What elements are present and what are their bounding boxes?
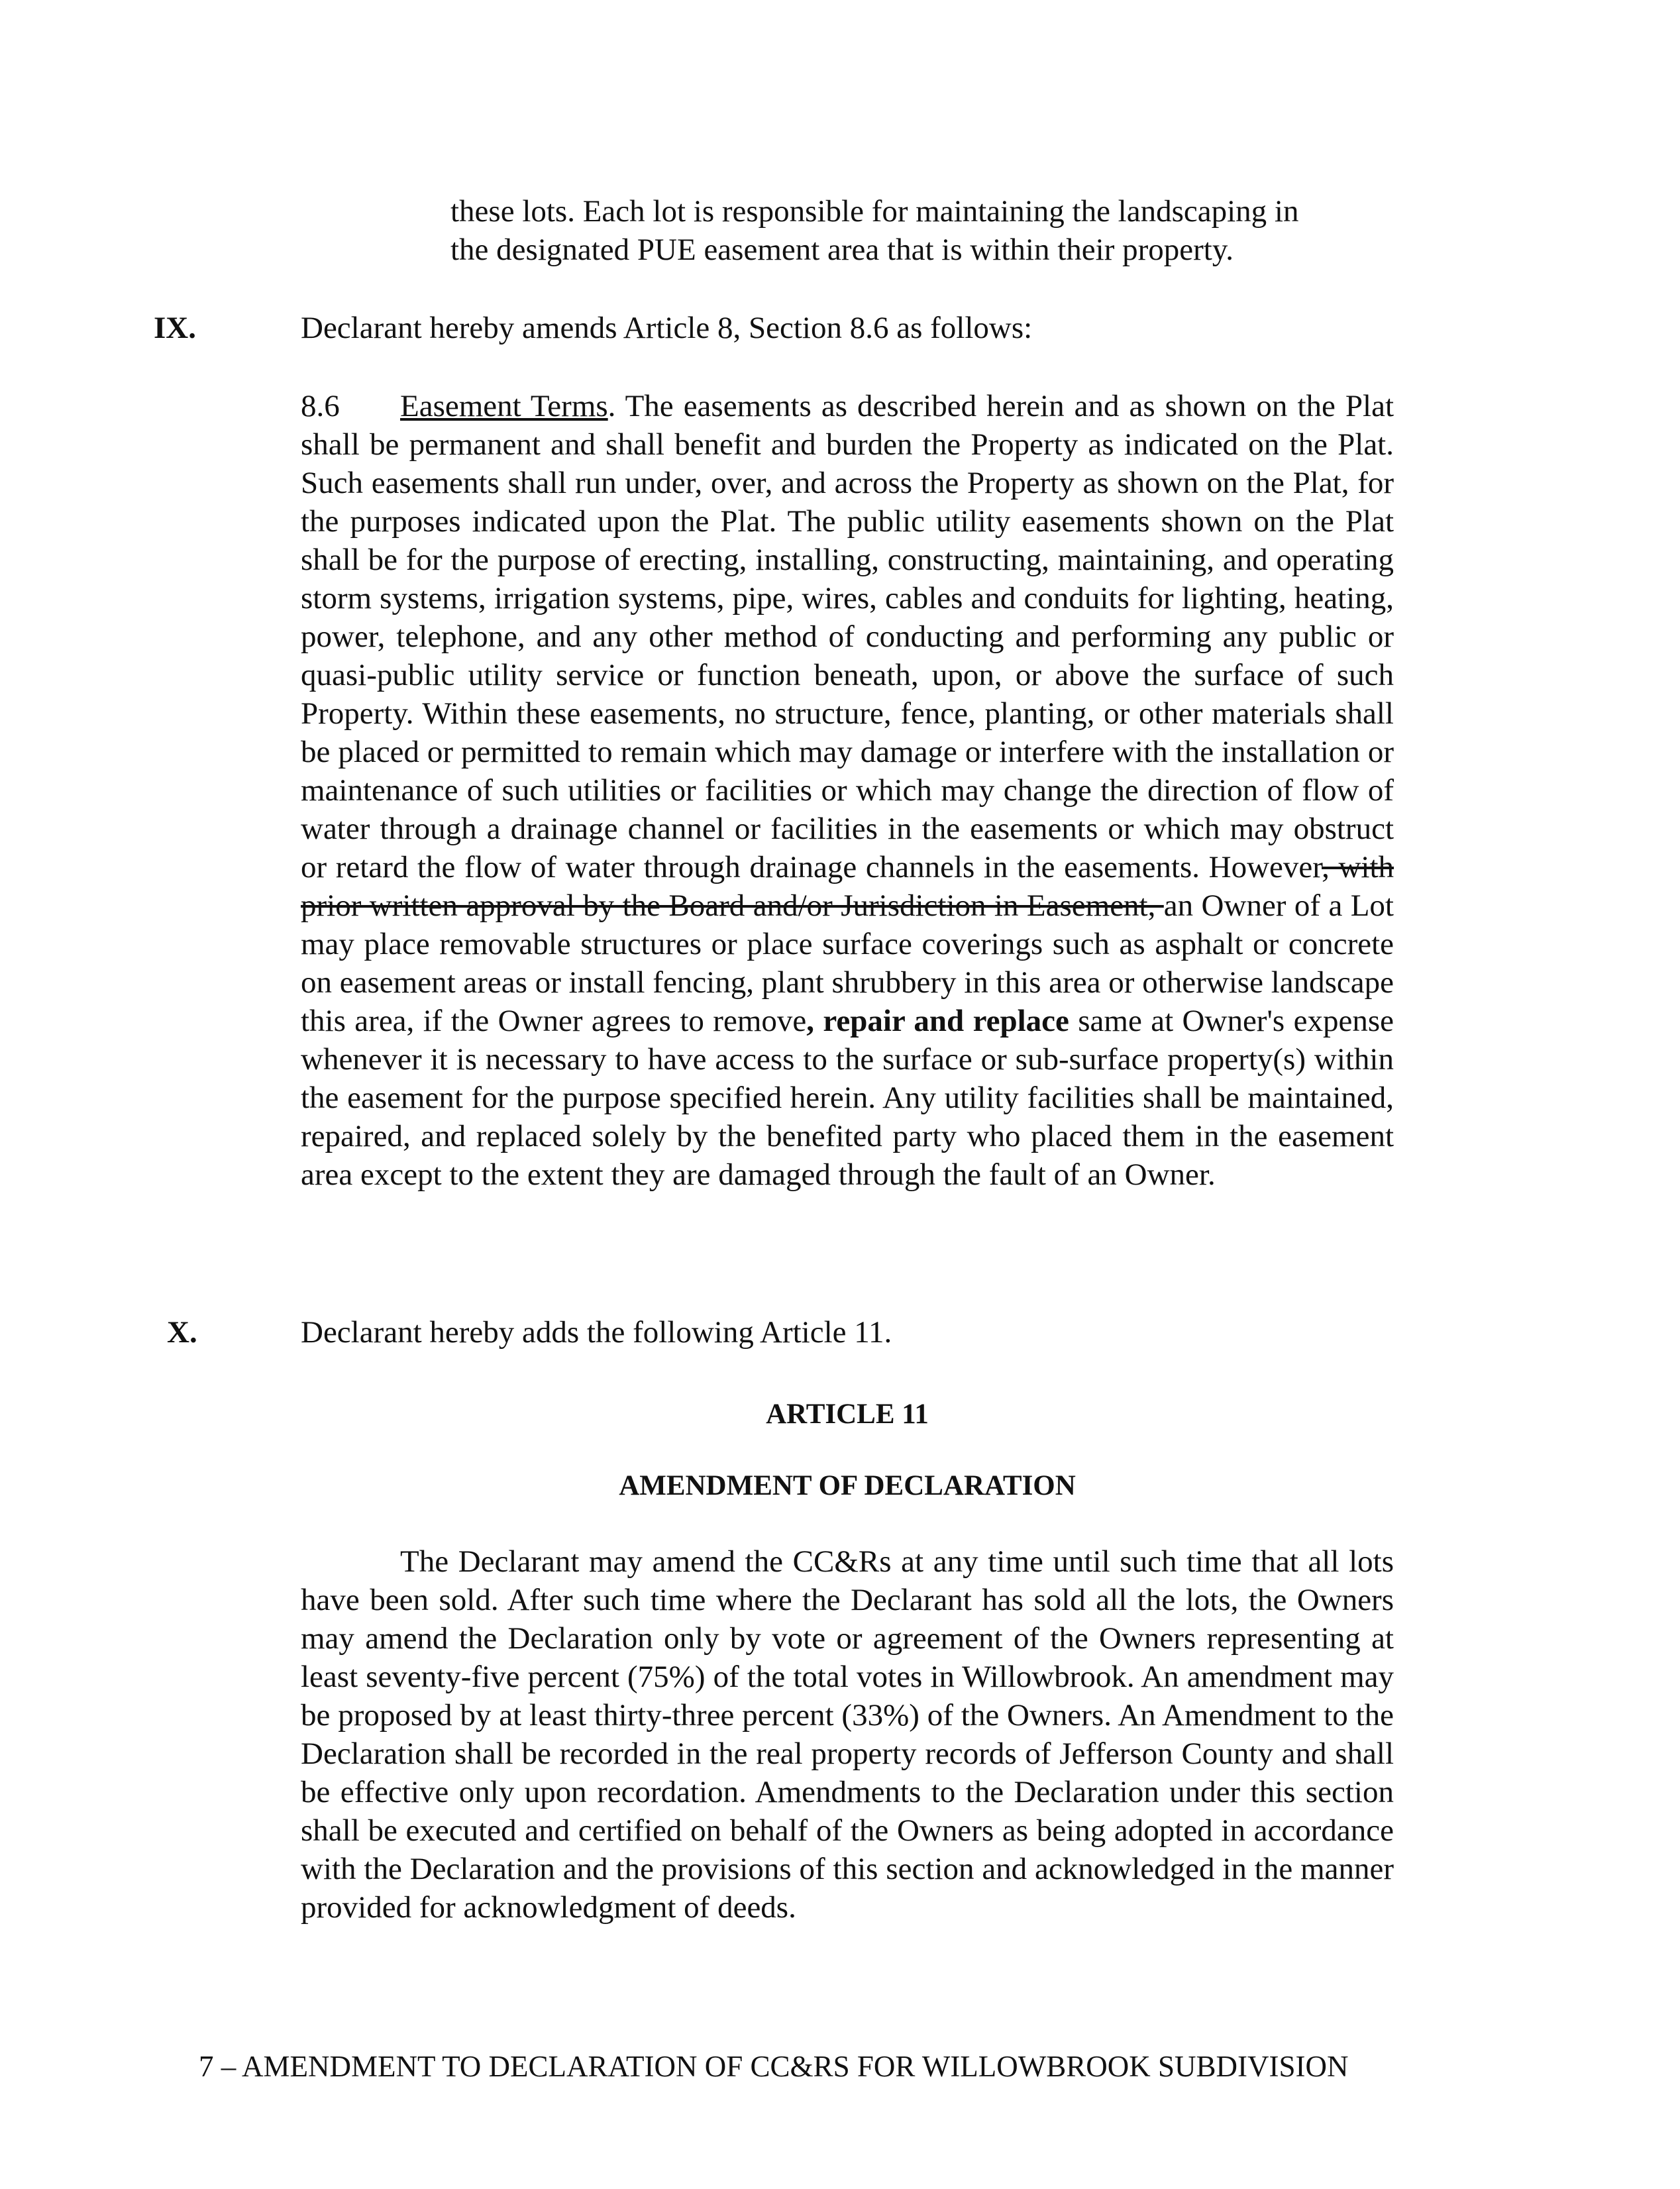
- section-text: an Owner of a Lot may place removable structures or place surface coverings such as asphalt or concrete on easement areas or install fencing, plant shrubbery in this area or otherwise landscape this area, if the Owner agrees to remove: [301, 888, 1394, 1038]
- section-number: 8.6: [301, 389, 340, 423]
- section-title: Easement Terms: [400, 389, 608, 423]
- continuation-line: the designated PUE easement area that is within their property.: [450, 233, 1234, 267]
- continuation-line: these lots. Each lot is responsible for maintaining the landscaping in: [450, 194, 1299, 229]
- bold-text: , repair and replace: [806, 1004, 1069, 1038]
- article-heading: ARTICLE 11: [766, 1399, 929, 1430]
- continuation-text: [450, 192, 1391, 269]
- article-body-text: The Declarant may amend the CC&Rs at any time until such time that all lots have been sold. After such time where the Declarant has sold all the lots, the Owners may amend the Declaration only by vote or agreement of the Owners representing at least seventy-five percent (75%) of the total votes in Willowbrook. An amendment may be proposed by at least thirty-three percent (33%) of the Owners. An Amendment to the Declaration shall be recorded in the real property records of Jefferson County and shall be effective only upon recordation. Amendments to the Declaration under this section shall be executed and certified on behalf of the Owners as being adopted in accordance with the Declaration and the provisions of this section and acknowledged in the manner provided for acknowledgment of deeds.: [301, 1544, 1394, 1925]
- section-text: same at Owner's expense whenever it is necessary to have access to the surface or sub-surface property(s) within the easement for the purpose specified herein. Any utility facilities shall be maintained, repaired, and replaced solely by the benefited party who placed them in the easement area except to the extent they are damaged through the fault of an Owner.: [301, 1004, 1394, 1192]
- item-ix-number: IX.: [154, 311, 196, 345]
- struck-text: , with prior written approval by the Board and/or Jurisdiction in Easement,: [301, 850, 1394, 923]
- section-8-6-paragraph: [301, 387, 1394, 1194]
- item-x-text: Declarant hereby adds the following Article 11.: [301, 1315, 892, 1350]
- page-footer: 7 – AMENDMENT TO DECLARATION OF CC&RS FOR WILLOWBROOK SUBDIVISION: [199, 2050, 1349, 2083]
- section-text: . The easements as described herein and as shown on the Plat shall be permanent and shall benefit and burden the Property as indicated on the Plat. Such easements shall run under, over, and across the Property as shown on the Plat, for the purposes indicated upon the Plat. The public utility easements shown on the Plat shall be for the purpose of erecting, installing, constructing, maintaining, and operating storm systems, irrigation systems, pipe, wires, cables and conduits for lighting, heating, power, telephone, and any other method of conducting and performing any public or quasi-public utility service or function beneath, upon, or above the surface of such Property. Within these easements, no structure, fence, planting, or other materials shall be placed or permitted to remain which may damage or interfere with the installation or maintenance of such utilities or facilities or which may change the direction of flow of water through a drainage channel or facilities in the easements or which may obstruct or retard the flow of water through drainage channels in the easements. However: [301, 389, 1394, 884]
- item-x-number: X.: [167, 1315, 197, 1350]
- article-11-body: [301, 1542, 1394, 1927]
- item-ix-text: Declarant hereby amends Article 8, Section 8.6 as follows:: [301, 311, 1033, 345]
- article-subheading: AMENDMENT OF DECLARATION: [619, 1470, 1076, 1501]
